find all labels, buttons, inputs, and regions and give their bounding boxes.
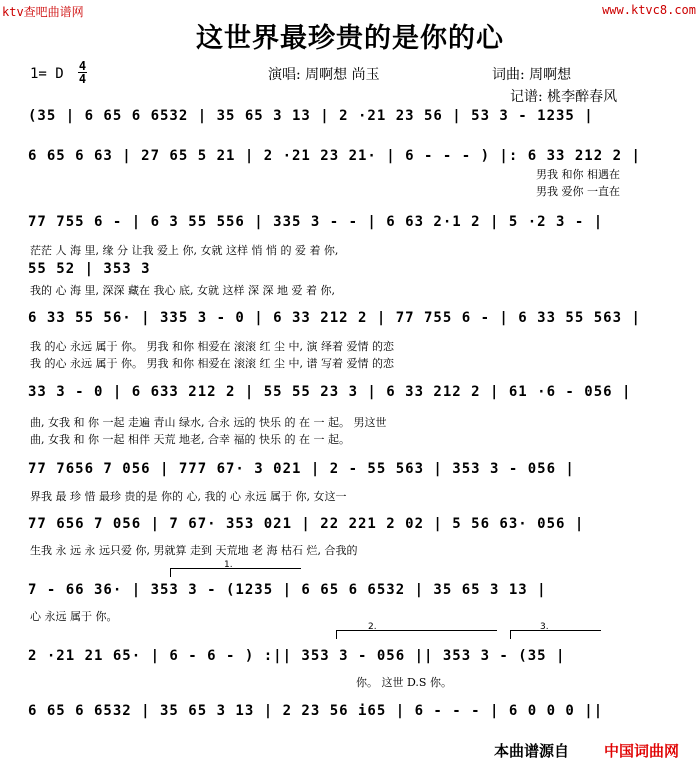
lyric-row-4b: 我 的心 永远 属于 你。 男我 和你 相爱在 滚滚 红 尘 中, 谱 写着 爱情 的恋 xyxy=(30,357,394,370)
score-row-1: (35 | 6 65 6 6532 | 35 65 3 13 | 2 ·21 23 56 | 53 3 - 1235 | xyxy=(28,108,594,124)
lyric-row-5b: 曲, 女我 和 你 一起 相伴 天荒 地老, 合幸 福的 快乐 的 在 一 起。 xyxy=(30,433,350,446)
volta-1-label: 1. xyxy=(224,560,233,570)
score-row-3-alt: 55 52 | 353 3 xyxy=(28,261,151,277)
lyric-row-9: 你。 这世 D.S 你。 xyxy=(356,676,452,689)
key-signature: 1= D xyxy=(30,66,64,82)
volta-2 xyxy=(336,630,497,639)
score-row-9: 2 ·21 21 65· | 6 - 6 - ) :|| 353 3 - 056 || 353 3 - (35 | xyxy=(28,648,566,664)
score-row-10: 6 65 6 6532 | 35 65 3 13 | 2 23 56 i65 | 6 - - - | 6 0 0 0 || xyxy=(28,703,604,719)
singers: 演唱: 周啊想 尚玉 xyxy=(268,67,380,83)
song-title: 这世界最珍贵的是你的心 xyxy=(196,23,504,54)
volta-3 xyxy=(510,630,601,639)
score-row-2: 6 65 6 63 | 27 65 5 21 | 2 ·21 23 21· | 6 - - - ) |: 6 33 212 2 | xyxy=(28,148,641,164)
source-label: 本曲谱源自 xyxy=(494,742,570,760)
volta-1 xyxy=(170,568,301,577)
watermark-left: ktv查吧曲谱网 xyxy=(2,5,84,19)
score-row-7: 77 656 7 056 | 7 67· 353 021 | 22 221 2 02 | 5 56 63· 056 | xyxy=(28,516,585,532)
score-row-6: 77 7656 7 056 | 777 67· 3 021 | 2 - 55 563 | 353 3 - 056 | xyxy=(28,461,575,477)
score-row-5: 33 3 - 0 | 6 633 212 2 | 55 55 23 3 | 6 33 212 2 | 61 ·6 - 056 | xyxy=(28,384,632,400)
score-row-4: 6 33 55 56· | 335 3 - 0 | 6 33 212 2 | 77 755 6 - | 6 33 55 563 | xyxy=(28,310,641,326)
lyric-row-4a: 我 的心 永远 属于 你。 男我 和你 相爱在 滚滚 红 尘 中, 演 绎着 爱情 的恋 xyxy=(30,340,394,353)
lyric-row-2a: 男我 和你 相遇在 xyxy=(536,168,620,181)
watermark-right: www.ktvc8.com xyxy=(602,3,696,17)
time-signature-top: 4 xyxy=(78,59,87,73)
time-signature xyxy=(78,61,87,84)
lyric-row-3-alt: 我的 心 海 里, 深深 藏在 我心 底, 女就 这样 深 深 地 爱 着 你, xyxy=(30,284,335,297)
lyric-row-8: 心 永远 属于 你。 xyxy=(30,610,118,623)
volta-2-label: 2. xyxy=(368,622,377,632)
volta-3-label: 3. xyxy=(540,622,549,632)
lyric-row-7: 生我 永 远 永 远只爱 你, 男就算 走到 天荒地 老 海 枯石 烂, 合我的 xyxy=(30,544,358,557)
time-signature-bottom: 4 xyxy=(78,72,87,86)
source-site: 中国词曲网 xyxy=(604,742,680,760)
transcriber: 记谱: 桃李醉春风 xyxy=(510,89,618,105)
composer: 词曲: 周啊想 xyxy=(492,67,572,83)
lyric-row-6: 界我 最 珍 惜 最珍 贵的是 你的 心, 我的 心 永远 属于 你, 女这一 xyxy=(30,490,347,503)
lyric-row-3: 茫茫 人 海 里, 缘 分 让我 爱上 你, 女就 这样 悄 悄 的 爱 着 你, xyxy=(30,244,339,257)
score-row-8: 7 - 66 36· | 353 3 - (1235 | 6 65 6 6532 | 35 65 3 13 | xyxy=(28,582,547,598)
score-row-3: 77 755 6 - | 6 3 55 556 | 335 3 - - | 6 63 2·1 2 | 5 ·2 3 - | xyxy=(28,214,604,230)
lyric-row-2b: 男我 爱你 一直在 xyxy=(536,185,620,198)
lyric-row-5a: 曲, 女我 和 你 一起 走遍 青山 绿水, 合永 远的 快乐 的 在 一 起。 男这世 xyxy=(30,416,387,429)
